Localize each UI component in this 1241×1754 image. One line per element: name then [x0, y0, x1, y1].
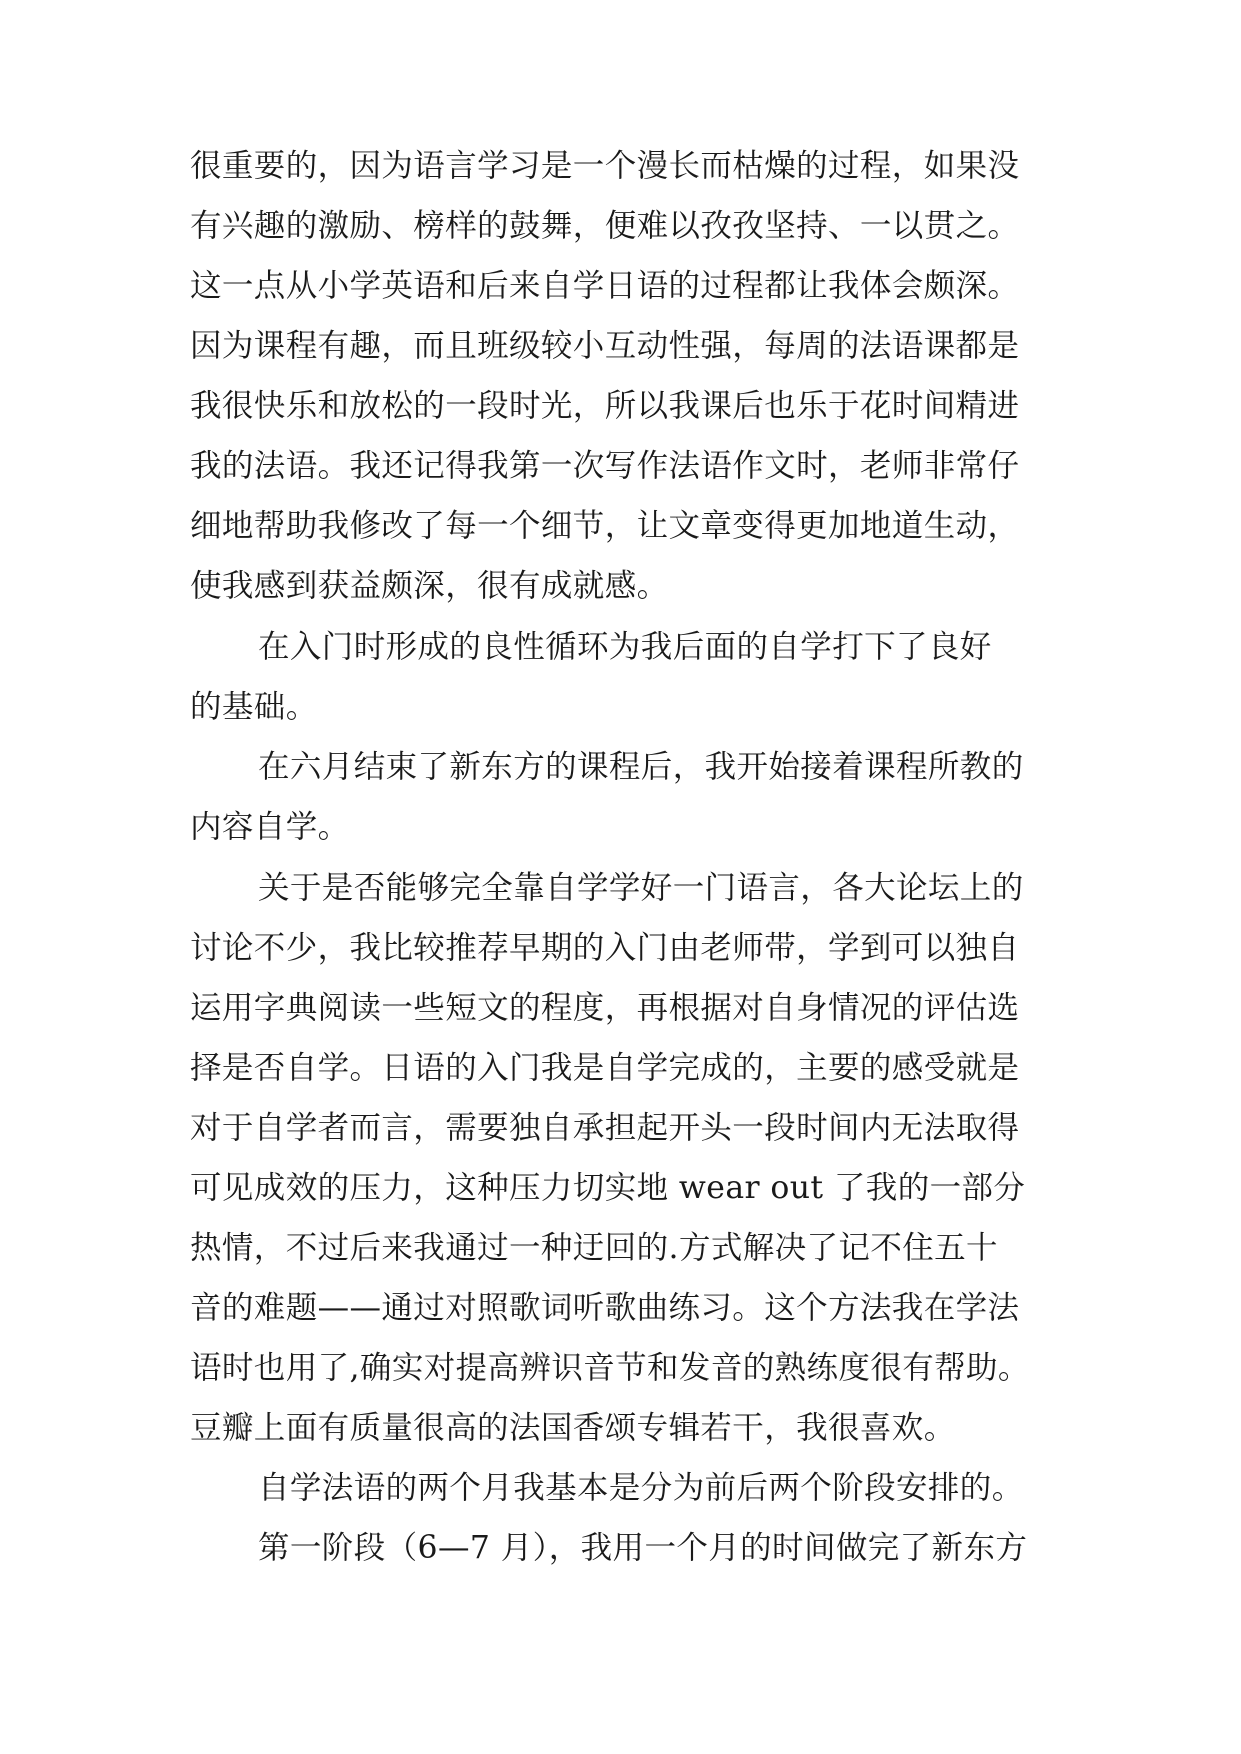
text-line-13: 关于是否能够完全靠自学学好一门语言，各大论坛上的	[258, 870, 1024, 906]
text-line-9: 在入门时形成的良性循环为我后面的自学打下了良好	[258, 629, 992, 665]
text-line-2: 有兴趣的激励、榜样的鼓舞，便难以孜孜坚持、一以贯之。	[190, 208, 1020, 244]
text-line-21: 语时也用了,确实对提高辨识音节和发音的熟练度很有帮助。	[190, 1350, 1030, 1386]
text-line-6: 我的法语。我还记得我第一次写作法语作文时，老师非常仔	[190, 448, 1020, 484]
text-line-1: 很重要的，因为语言学习是一个漫长而枯燥的过程，如果没	[190, 148, 1020, 184]
text-line-7: 细地帮助我修改了每一个细节，让文章变得更加地道生动，	[190, 508, 1020, 544]
text-line-3: 这一点从小学英语和后来自学日语的过程都让我体会颇深。	[190, 268, 1020, 304]
text-line-15: 运用字典阅读一些短文的程度，再根据对自身情况的评估选	[190, 990, 1020, 1026]
text-line-16: 择是否自学。日语的入门我是自学完成的，主要的感受就是	[190, 1050, 1020, 1086]
text-line-5: 我很快乐和放松的一段时光，所以我课后也乐于花时间精进	[190, 388, 1020, 424]
text-line-10: 的基础。	[190, 689, 318, 725]
text-line-11: 在六月结束了新东方的课程后，我开始接着课程所教的	[258, 749, 1024, 785]
text-line-22: 豆瓣上面有质量很高的法国香颂专辑若干，我很喜欢。	[190, 1410, 956, 1446]
text-line-19: 热情，不过后来我通过一种迂回的.方式解决了记不住五十	[190, 1230, 998, 1266]
text-line-12: 内容自学。	[190, 809, 350, 845]
text-line-24: 第一阶段（6—7 月），我用一个月的时间做完了新东方	[258, 1530, 1028, 1566]
text-line-20: 音的难题——通过对照歌词听歌曲练习。这个方法我在学法	[190, 1290, 1020, 1326]
text-line-8: 使我感到获益颇深，很有成就感。	[190, 568, 669, 604]
text-line-14: 讨论不少，我比较推荐早期的入门由老师带，学到可以独自	[190, 930, 1020, 966]
text-line-4: 因为课程有趣，而且班级较小互动性强，每周的法语课都是	[190, 328, 1020, 364]
text-line-18: 可见成效的压力，这种压力切实地 wear out 了我的一部分	[190, 1170, 1026, 1206]
text-line-23: 自学法语的两个月我基本是分为前后两个阶段安排的。	[258, 1470, 1024, 1506]
text-line-17: 对于自学者而言，需要独自承担起开头一段时间内无法取得	[190, 1110, 1020, 1146]
